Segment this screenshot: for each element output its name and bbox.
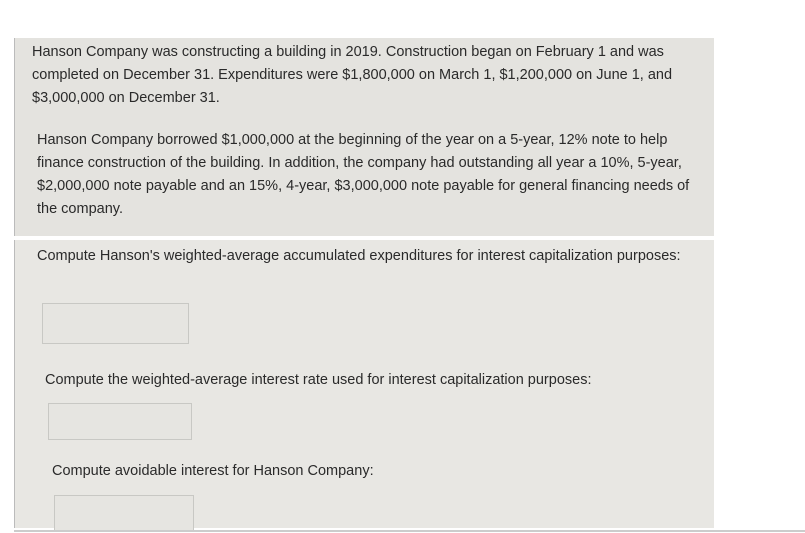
questions-panel <box>14 240 714 528</box>
problem-paragraph-1: Hanson Company was constructing a building in 2019. Construction began on February 1 and was completed on December 31. Expenditures were $1,800,000 on March 1, $1,200,000 on June 1, and $3,000,000 on December 31. <box>32 44 673 106</box>
question-3-input[interactable] <box>54 495 194 532</box>
question-2-prompt: Compute the weighted-average interest rate used for interest capitalization purposes: <box>45 372 592 388</box>
question-3-prompt: Compute avoidable interest for Hanson Company: <box>52 463 374 479</box>
question-2-input[interactable] <box>48 403 192 440</box>
question-1-input[interactable] <box>42 303 189 344</box>
problem-paragraph-2: Hanson Company borrowed $1,000,000 at the beginning of the year on a 5-year, 12% note to help finance construction of the building. In addition, the company had outstanding all year a 10%, 5-year, $2,000,000 note payable and an 15%, 4-year, $3,000,000 note payable for general financing needs of the company. <box>37 132 690 217</box>
divider <box>14 530 805 532</box>
question-1-prompt: Compute Hanson's weighted-average accumulated expenditures for interest capitalization purposes: <box>37 248 681 264</box>
problem-panel <box>14 38 714 236</box>
